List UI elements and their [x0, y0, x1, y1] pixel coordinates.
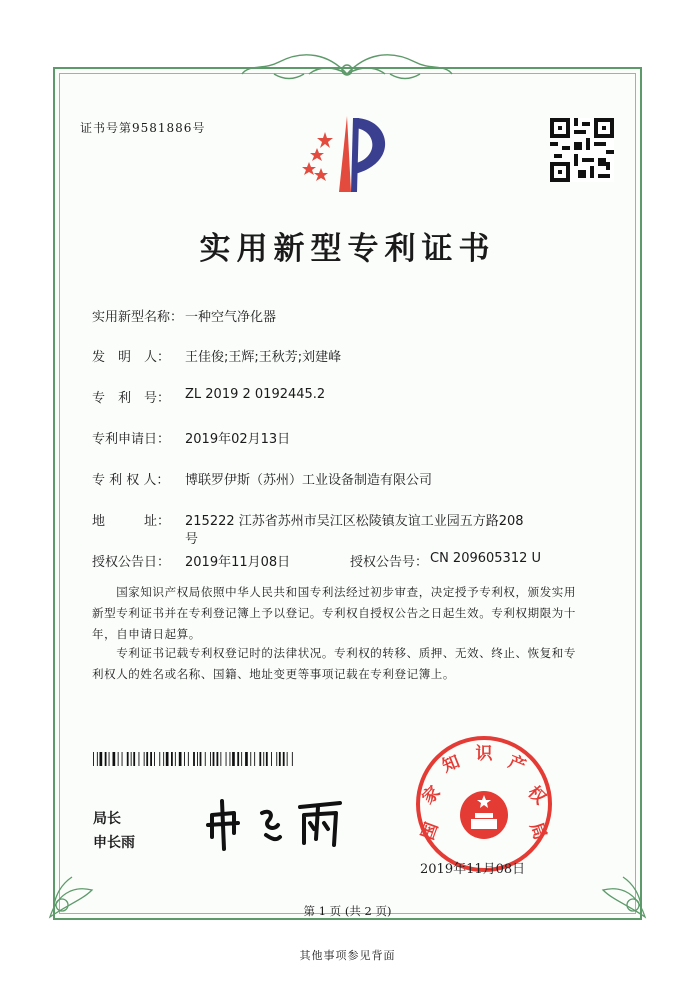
svg-text:权: 权	[523, 782, 550, 809]
field-value-patent-number: ZL 2019 2 0192445.2	[185, 387, 326, 402]
field-value-address: 215222 江苏省苏州市吴江区松陵镇友谊工业园五方路208	[185, 514, 524, 529]
paragraph-2-line: 利权人的姓名或名称、国籍、地址变更等事项记载在专利登记簿上。	[92, 667, 455, 681]
svg-text:局: 局	[525, 819, 551, 843]
svg-text:产: 产	[505, 751, 529, 777]
grant-number-value: CN 209605312 U	[430, 551, 542, 566]
field-label-patent-number: 专 利 号：	[92, 391, 171, 406]
cnipa-logo-icon	[295, 112, 405, 196]
seal-date: 2019年11月08日	[420, 862, 526, 877]
paragraph-1-line: 国家知识产权局依照中华人民共和国专利法经过初步审查，决定授予专利权，颁发实用	[92, 585, 576, 599]
field-value-address-cont: 号	[185, 532, 199, 547]
svg-text:知: 知	[439, 751, 463, 777]
paragraph-2-line: 专利证书记载专利权登记时的法律状况。专利权的转移、质押、无效、终止、恢复和专	[92, 646, 576, 660]
top-ornament	[234, 44, 460, 86]
barcode	[93, 752, 293, 766]
certificate-number: 证书号第9581886号	[80, 121, 206, 135]
grant-number-label: 授权公告号：	[350, 555, 429, 570]
qr-code	[550, 118, 614, 182]
paragraph-1-line: 新型专利证书并在专利登记簿上予以登记。专利权自授权公告之日起生效。专利权期限为十	[92, 606, 576, 620]
field-value-inventors: 王佳俊;王辉;王秋芳;刘建峰	[185, 350, 342, 365]
handwritten-signature	[200, 793, 350, 853]
svg-text:识: 识	[475, 744, 493, 764]
svg-text:国: 国	[417, 819, 443, 843]
field-label-utility-model-name: 实用新型名称：	[92, 310, 184, 325]
page-number: 第 1 页 (共 2 页)	[303, 904, 392, 918]
body-paragraph-1	[92, 582, 607, 645]
signatory-name: 申长雨	[93, 835, 135, 851]
field-value-utility-model-name: 一种空气净化器	[185, 310, 277, 325]
field-label-address: 地 址：	[92, 514, 171, 529]
certificate-title: 实用新型专利证书	[199, 231, 496, 267]
field-value-application-date: 2019年02月13日	[185, 432, 291, 447]
paragraph-1-line: 年，自申请日起算。	[92, 627, 201, 641]
field-label-patentee: 专 利 权 人：	[92, 473, 170, 488]
svg-text:家: 家	[418, 782, 445, 809]
field-label-inventors: 发 明 人：	[92, 350, 171, 365]
signatory-title: 局长	[93, 811, 121, 827]
field-label-application-date: 专利申请日：	[92, 432, 171, 447]
footer-note: 其他事项参见背面	[299, 949, 396, 962]
grant-date-value: 2019年11月08日	[185, 555, 291, 570]
grant-date-label: 授权公告日：	[92, 555, 171, 570]
official-seal	[413, 733, 555, 875]
field-value-patentee: 博联罗伊斯（苏州）工业设备制造有限公司	[185, 473, 433, 488]
body-paragraph-2	[92, 643, 607, 685]
